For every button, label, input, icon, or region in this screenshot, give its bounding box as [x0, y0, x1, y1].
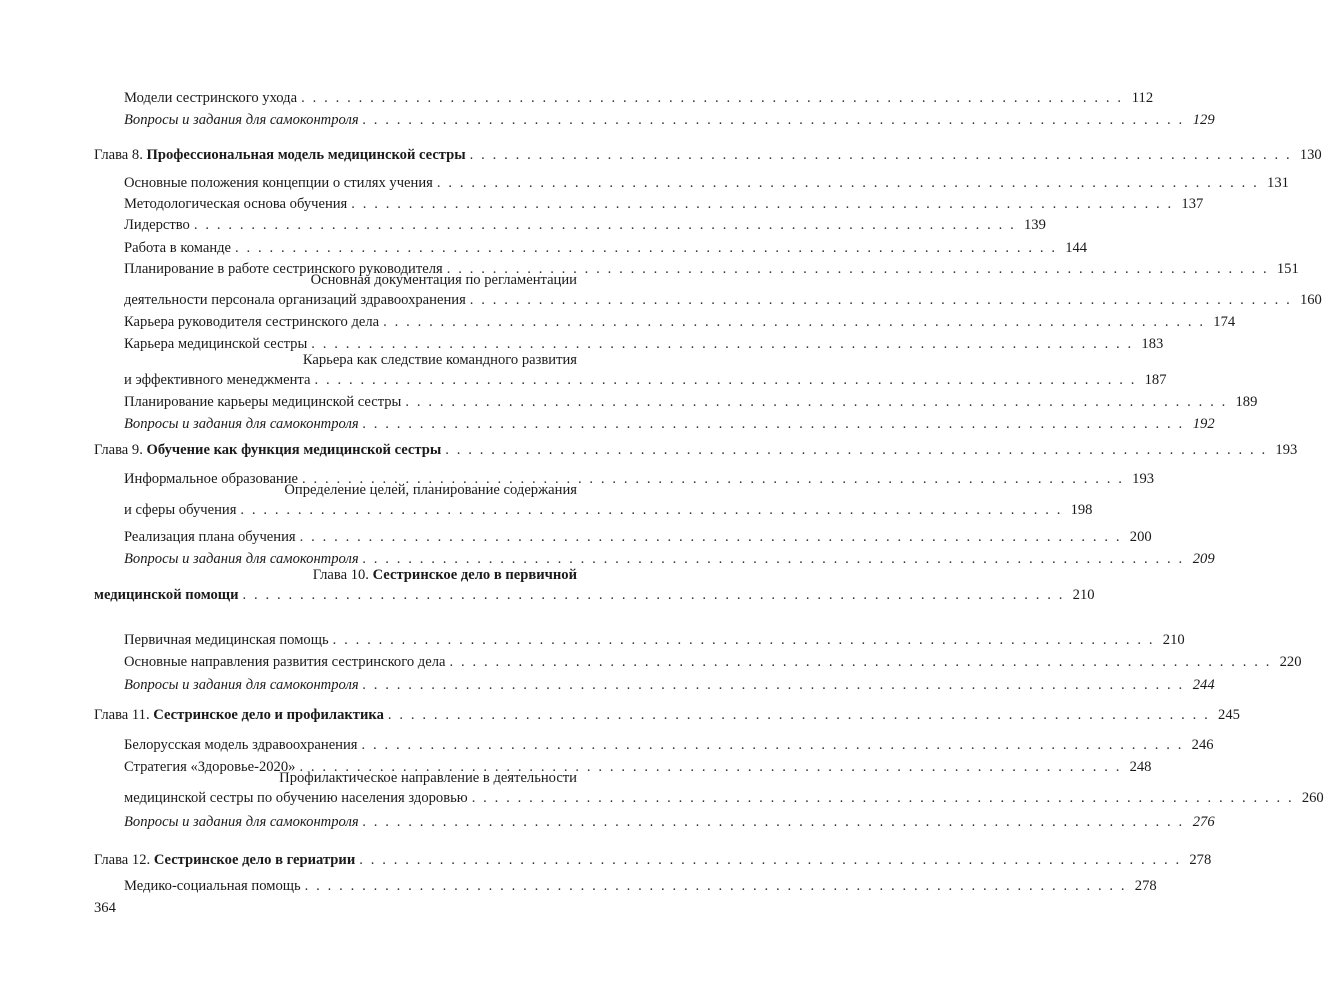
toc-section-entry[interactable]	[124, 173, 1289, 193]
entry-title	[94, 850, 355, 870]
toc-section-entry[interactable]	[124, 876, 1157, 896]
chapter-label: Глава 9.	[94, 442, 147, 458]
entry-title: Лидерство	[124, 217, 190, 233]
entry-title: Стратегия «Здоровье-2020»	[124, 759, 296, 775]
entry-title-line	[313, 565, 577, 585]
toc-review-entry[interactable]	[124, 414, 1215, 434]
entry-title-line	[124, 788, 1324, 808]
entry-title-line	[124, 290, 1322, 310]
dot-leader: . . . . . . . . . . . . . . . . . . . . . . . . . . . . . . . . . . . . . . . . . . . . . . . . . . . . . . . . . . . . . . . . . . . . . . . .	[299, 529, 1122, 545]
page-number: 364	[94, 900, 116, 916]
dot-leader: . . . . . . . . . . . . . . . . . . . . . . . . . . . . . . . . . . . . . . . . . . . . . . . . . . . . . . . . . . . . . . . . . . . . . . . .	[362, 551, 1185, 567]
entry-page-number: 130	[1299, 147, 1322, 163]
dot-leader: . . . . . . . . . . . . . . . . . . . . . . . . . . . . . . . . . . . . . . . . . . . . . . . . . . . . . . . . . . . . . . . . . . . . . . . .	[362, 416, 1185, 432]
toc-section-entry[interactable]	[124, 630, 1185, 650]
entry-page-number: 139	[1024, 217, 1046, 233]
chapter-label: Глава 11.	[94, 707, 154, 723]
toc-chapter-entry[interactable]	[94, 145, 1322, 165]
entry-page-number: 151	[1276, 261, 1299, 277]
chapter-label: Глава 12.	[94, 852, 154, 868]
entry-title: Вопросы и задания для самоконтроля	[124, 677, 359, 693]
toc-section-entry[interactable]	[124, 312, 1236, 332]
entry-title: и сферы обучения	[124, 502, 237, 518]
dot-leader: . . . . . . . . . . . . . . . . . . . . . . . . . . . . . . . . . . . . . . . . . . . . . . . . . . . . . . . . . . . . . . . . . . . . . . . .	[304, 878, 1127, 894]
entry-title: Вопросы и задания для самоконтроля	[124, 416, 359, 432]
dot-leader: . . . . . . . . . . . . . . . . . . . . . . . . . . . . . . . . . . . . . . . . . . . . . . . . . . . . . . . . . . . . . . . . . . . . . . . .	[387, 707, 1210, 723]
dot-leader: . . . . . . . . . . . . . . . . . . . . . . . . . . . . . . . . . . . . . . . . . . . . . . . . . . . . . . . . . . . . . . . . . . . . . . . .	[383, 314, 1206, 330]
dot-leader: . . . . . . . . . . . . . . . . . . . . . . . . . . . . . . . . . . . . . . . . . . . . . . . . . . . . . . . . . . . . . . . . . . . . . . . .	[240, 502, 1063, 518]
chapter-title: Сестринское дело и профилактика	[153, 707, 384, 723]
entry-title: Информальное образование	[124, 471, 299, 487]
entry-page-number: 131	[1267, 175, 1289, 191]
toc-section-entry[interactable]	[124, 480, 1093, 520]
entry-title-line	[124, 500, 1093, 520]
dot-leader: . . . . . . . . . . . . . . . . . . . . . . . . . . . . . . . . . . . . . . . . . . . . . . . . . . . . . . . . . . . . . . . . . . . . . . . .	[445, 442, 1268, 458]
entry-title-line	[124, 370, 1167, 390]
entry-title: Карьера руководителя сестринского дела	[124, 314, 380, 330]
entry-title: Вопросы и задания для самоконтроля	[124, 112, 359, 128]
dot-leader: . . . . . . . . . . . . . . . . . . . . . . . . . . . . . . . . . . . . . . . . . . . . . . . . . . . . . . . . . . . . . . . . . . . . . . . .	[471, 790, 1294, 806]
entry-page-number: 248	[1129, 759, 1152, 775]
entry-page-number: 144	[1065, 240, 1088, 256]
entry-page-number: 129	[1192, 112, 1215, 128]
toc-section-entry[interactable]	[124, 238, 1088, 258]
entry-title: Реализация плана обучения	[124, 529, 296, 545]
dot-leader: . . . . . . . . . . . . . . . . . . . . . . . . . . . . . . . . . . . . . . . . . . . . . . . . . . . . . . . . . . . . . . . . . . . . . . . .	[361, 737, 1184, 753]
entry-title-line	[94, 585, 1095, 605]
entry-title: Методологическая основа обучения	[124, 196, 348, 212]
entry-title: Работа в команде	[124, 240, 232, 256]
entry-page-number: 246	[1191, 737, 1214, 753]
dot-leader: . . . . . . . . . . . . . . . . . . . . . . . . . . . . . . . . . . . . . . . . . . . . . . . . . . . . . . . . . . . . . . . . . . . . . . . .	[311, 336, 1134, 352]
toc-review-entry[interactable]	[124, 812, 1215, 832]
dot-leader: . . . . . . . . . . . . . . . . . . . . . . . . . . . . . . . . . . . . . . . . . . . . . . . . . . . . . . . . . . . . . . . . . . . . . . . .	[449, 654, 1272, 670]
entry-title: Карьера медицинской сестры	[124, 336, 308, 352]
entry-title: Вопросы и задания для самоконтроля	[124, 551, 359, 567]
entry-title-line: Карьера как следствие командного развития	[302, 352, 577, 368]
dot-leader: . . . . . . . . . . . . . . . . . . . . . . . . . . . . . . . . . . . . . . . . . . . . . . . . . . . . . . . . . . . . . . . . . . . . . . . .	[193, 217, 1016, 233]
dot-leader: . . . . . . . . . . . . . . . . . . . . . . . . . . . . . . . . . . . . . . . . . . . . . . . . . . . . . . . . . . . . . . . . . . . . . . . .	[362, 814, 1185, 830]
toc-section-entry[interactable]	[124, 392, 1258, 412]
entry-page-number: 244	[1192, 677, 1215, 693]
chapter-title: Сестринское дело в первичной	[372, 567, 577, 583]
entry-title: деятельности персонала организаций здравоохранения	[124, 292, 466, 308]
entry-page-number: 245	[1218, 707, 1240, 723]
dot-leader: . . . . . . . . . . . . . . . . . . . . . . . . . . . . . . . . . . . . . . . . . . . . . . . . . . . . . . . . . . . . . . . . . . . . . . . .	[299, 759, 1122, 775]
entry-title	[94, 440, 441, 460]
entry-title-line: Профилактическое направление в деятельности	[279, 770, 577, 786]
entry-page-number: 220	[1279, 654, 1302, 670]
entry-title: Вопросы и задания для самоконтроля	[124, 814, 359, 830]
entry-page-number: 210	[1162, 632, 1185, 648]
entry-page-number: 278	[1189, 852, 1212, 868]
entry-page-number: 209	[1192, 551, 1215, 567]
toc-section-entry[interactable]	[124, 350, 1167, 390]
entry-page-number: 198	[1070, 502, 1093, 518]
entry-title	[94, 705, 384, 725]
dot-leader: . . . . . . . . . . . . . . . . . . . . . . . . . . . . . . . . . . . . . . . . . . . . . . . . . . . . . . . . . . . . . . . . . . . . . . . .	[446, 261, 1269, 277]
toc-chapter-entry[interactable]	[94, 705, 1240, 725]
entry-title-line: Определение целей, планирование содержания	[284, 482, 577, 498]
entry-title	[94, 145, 466, 165]
toc-section-entry[interactable]	[124, 768, 1324, 808]
dot-leader: . . . . . . . . . . . . . . . . . . . . . . . . . . . . . . . . . . . . . . . . . . . . . . . . . . . . . . . . . . . . . . . . . . . . . . . .	[351, 196, 1174, 212]
dot-leader: . . . . . . . . . . . . . . . . . . . . . . . . . . . . . . . . . . . . . . . . . . . . . . . . . . . . . . . . . . . . . . . . . . . . . . . .	[359, 852, 1182, 868]
entry-page-number: 189	[1235, 394, 1258, 410]
entry-page-number: 187	[1144, 372, 1167, 388]
entry-page-number: 193	[1275, 442, 1298, 458]
dot-leader: . . . . . . . . . . . . . . . . . . . . . . . . . . . . . . . . . . . . . . . . . . . . . . . . . . . . . . . . . . . . . . . . . . . . . . . .	[405, 394, 1228, 410]
toc-section-entry[interactable]	[124, 527, 1152, 547]
dot-leader: . . . . . . . . . . . . . . . . . . . . . . . . . . . . . . . . . . . . . . . . . . . . . . . . . . . . . . . . . . . . . . . . . . . . . . . .	[332, 632, 1155, 648]
dot-leader: . . . . . . . . . . . . . . . . . . . . . . . . . . . . . . . . . . . . . . . . . . . . . . . . . . . . . . . . . . . . . . . . . . . . . . . .	[362, 112, 1185, 128]
dot-leader: . . . . . . . . . . . . . . . . . . . . . . . . . . . . . . . . . . . . . . . . . . . . . . . . . . . . . . . . . . . . . . . . . . . . . . . .	[314, 372, 1137, 388]
entry-title: Медико-социальная помощь	[124, 878, 301, 894]
entry-page-number: 278	[1134, 878, 1157, 894]
entry-page-number: 192	[1192, 416, 1215, 432]
dot-leader: . . . . . . . . . . . . . . . . . . . . . . . . . . . . . . . . . . . . . . . . . . . . . . . . . . . . . . . . . . . . . . . . . . . . . . . .	[242, 587, 1065, 603]
toc-chapter-entry[interactable]	[94, 440, 1298, 460]
toc-section-entry[interactable]	[124, 215, 1046, 235]
toc-section-entry[interactable]	[124, 270, 1322, 310]
dot-leader: . . . . . . . . . . . . . . . . . . . . . . . . . . . . . . . . . . . . . . . . . . . . . . . . . . . . . . . . . . . . . . . . . . . . . . . .	[301, 90, 1124, 106]
entry-title: Основные направления развития сестринского дела	[124, 654, 446, 670]
entry-title: Первичная медицинская помощь	[124, 632, 329, 648]
dot-leader: . . . . . . . . . . . . . . . . . . . . . . . . . . . . . . . . . . . . . . . . . . . . . . . . . . . . . . . . . . . . . . . . . . . . . . . .	[469, 147, 1292, 163]
chapter-title: медицинской помощи	[94, 587, 239, 603]
entry-title: Модели сестринского ухода	[124, 90, 298, 106]
toc-chapter-entry[interactable]	[94, 565, 1095, 605]
entry-page-number: 210	[1072, 587, 1095, 603]
toc-chapter-entry[interactable]	[94, 850, 1212, 870]
entry-page-number: 160	[1299, 292, 1322, 308]
dot-leader: . . . . . . . . . . . . . . . . . . . . . . . . . . . . . . . . . . . . . . . . . . . . . . . . . . . . . . . . . . . . . . . . . . . . . . . .	[436, 175, 1259, 191]
toc-section-entry[interactable]	[124, 652, 1302, 672]
entry-title: Основные положения концепции о стилях учения	[124, 175, 433, 191]
dot-leader: . . . . . . . . . . . . . . . . . . . . . . . . . . . . . . . . . . . . . . . . . . . . . . . . . . . . . . . . . . . . . . . . . . . . . . . .	[235, 240, 1058, 256]
entry-title: Планирование в работе сестринского руководителя	[124, 261, 443, 277]
chapter-label: Глава 10.	[312, 567, 373, 583]
toc-review-entry[interactable]	[124, 675, 1215, 695]
entry-page-number: 260	[1301, 790, 1324, 806]
toc-section-entry[interactable]	[124, 88, 1154, 108]
toc-section-entry[interactable]	[124, 194, 1204, 214]
entry-title: Планирование карьеры медицинской сестры	[124, 394, 402, 410]
entry-page-number: 137	[1181, 196, 1204, 212]
entry-title: медицинской сестры по обучению населения здоровью	[124, 790, 468, 806]
chapter-title: Профессиональная модель медицинской сестры	[146, 147, 466, 163]
chapter-title: Сестринское дело в гериатрии	[153, 852, 356, 868]
entry-page-number: 112	[1131, 90, 1154, 106]
dot-leader: . . . . . . . . . . . . . . . . . . . . . . . . . . . . . . . . . . . . . . . . . . . . . . . . . . . . . . . . . . . . . . . . . . . . . . . .	[302, 471, 1125, 487]
entry-title-line: Основная документация по регламентации	[310, 272, 577, 288]
chapter-title: Обучение как функция медицинской сестры	[146, 442, 442, 458]
entry-page-number: 183	[1141, 336, 1164, 352]
entry-page-number: 193	[1132, 471, 1155, 487]
entry-page-number: 276	[1192, 814, 1215, 830]
toc-section-entry[interactable]	[124, 735, 1214, 755]
entry-page-number: 174	[1213, 314, 1236, 330]
dot-leader: . . . . . . . . . . . . . . . . . . . . . . . . . . . . . . . . . . . . . . . . . . . . . . . . . . . . . . . . . . . . . . . . . . . . . . . .	[362, 677, 1185, 693]
chapter-label: Глава 8.	[94, 147, 147, 163]
entry-page-number: 200	[1129, 529, 1152, 545]
toc-review-entry[interactable]	[124, 110, 1215, 130]
entry-title: Белорусская модель здравоохранения	[124, 737, 358, 753]
entry-title: и эффективного менеджмента	[124, 372, 311, 388]
entry-title	[94, 585, 239, 605]
dot-leader: . . . . . . . . . . . . . . . . . . . . . . . . . . . . . . . . . . . . . . . . . . . . . . . . . . . . . . . . . . . . . . . . . . . . . . . .	[469, 292, 1292, 308]
